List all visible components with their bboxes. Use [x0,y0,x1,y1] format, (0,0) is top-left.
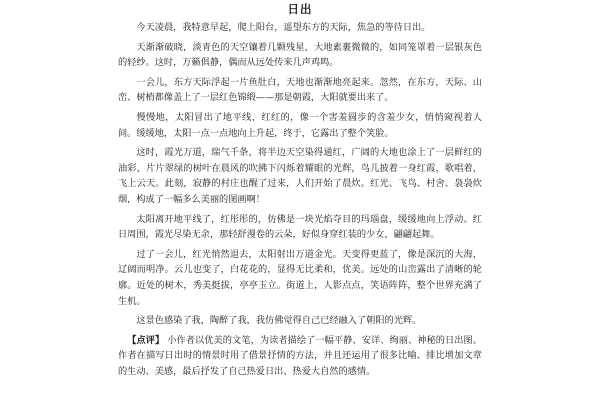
comment-block [118,333,482,380]
paragraph-3: 一会儿，东方天际浮起一片鱼肚白，天地也渐渐地亮起来。忽然，在东方，天际、山峦、树梢都像盖上了一层红色锦缎——那是朝霞，大阳就要出来了。 [118,76,482,104]
paragraph-7: 过了一会儿，红光悄然退去，太阳射出万道金光。天变得更蓝了，像是深沉的大海，辽阔而明净。云儿也变了，白花花的，显得无比柔和，优美。远处的山峦露出了清晰的轮廓。近处的树木，秀美挺拔，亭亭玉立。街道上，人影点点，笑语阵阵，整个世界充满了生机。 [118,248,482,307]
paragraph-8: 这景色感染了我，陶醉了我，我仿佛觉得自己已经融入了朝阳的光辉。 [136,315,422,327]
document-title: 日出 [287,2,313,16]
paragraph-2: 天渐渐破晓，淡青色的天空镶着几颗残星，大地素裹微微的，如同笼罩着一层银灰色的轻纱。这时，万籁俱静，偶而从远处传来几声鸡鸣。 [118,41,482,69]
paragraph-5: 这时，霞光万道，瑞气千条，将半边天空染得通红，广阔的大地也涂上了一层鲜红的油彩，片片翠绿的树叶在晨风的吹拂下闪烁着耀眼的光辉，鸟儿披着一身红霞，歌唱着，飞上云天。此刻，寂静的村庄也醒了过来，人们开始了晨炊。红光、飞鸟、村舍、袅袅炊烟，构成了一幅多么美丽的图画啊！ [118,147,482,205]
paragraph-6: 太阳离开地平线了，红彤彤的，仿佛是一块光焰夺目的玛瑙盘，缓缓地向上浮动。红日周围，霞光尽染无余，那轻舒漫卷的云朵，好似身穿红装的少女，翩翩起舞。 [118,213,482,241]
paragraph-1: 今天凌晨，我特意早起，爬上阳台，遥望东方的天际，焦急的等待日出。 [136,22,431,33]
comment-label: 【点评】 [127,334,165,346]
paragraph-4: 慢慢地，太阳冒出了地平线，红红的，像一个害羞圆步的含羞少女，悄悄窥视着人间。缓缓地，太阳一点一点地向上升起，终于，它露出了整个笑脸。 [118,111,482,139]
comment-text: 小作者以优美的文笔，为读者描绘了一幅平静、安详、绚丽、神秘的日出图。作者在描写日出时的情景时用了借景抒情的方法，并且还运用了很多比喻、排比增加文章的生动、美感，最后抒发了自己热爱日出、热爱大自然的感情。 [118,334,483,377]
